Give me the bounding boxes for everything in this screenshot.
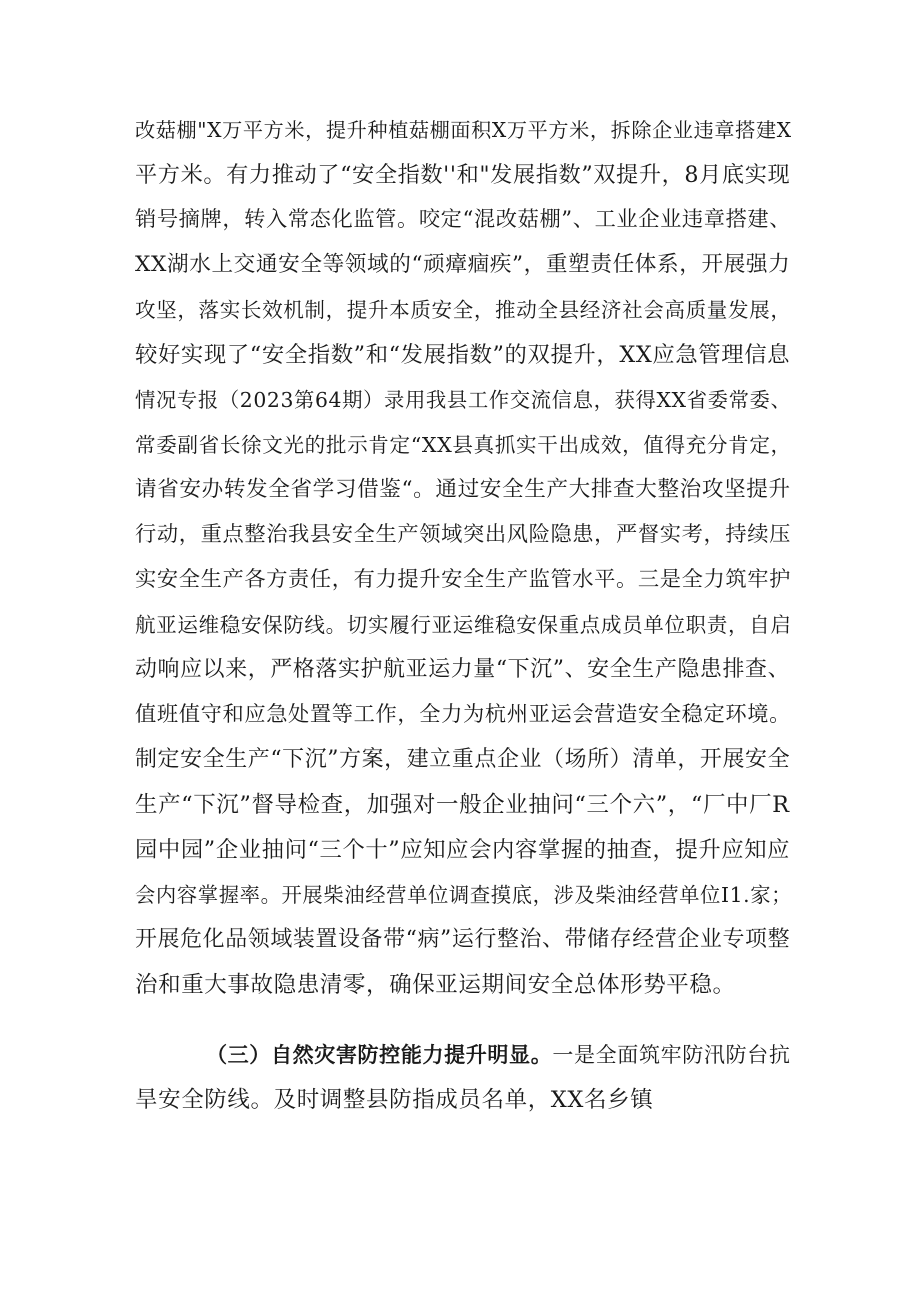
text-line: XX湖水上交通安全等领域的“顽瘴痼疾”，重塑责任体系，开展强力 bbox=[135, 252, 791, 277]
text-line: 园中园”企业抽问“三个十”应知应会内容掌握的抽查，提升应知应 bbox=[135, 837, 791, 863]
section-heading: （三）自然灾害防控能力提升明显。 bbox=[206, 1042, 553, 1067]
text-line: 攻坚，落实长效机制，提升本质安全，推动全县经济社会高质量发展， bbox=[135, 298, 792, 322]
text-line: 制定安全生产“下沉”方案，建立重点企业（场所）清单，开展安全 bbox=[135, 747, 791, 772]
text-line: 销号摘牌，转入常态化监管。咬定“混改菇棚”、工业企业违章搭建、 bbox=[135, 207, 792, 232]
text-line: 较好实现了“安全指数”和“发展指数”的双提升，XX应急管理信息 bbox=[135, 342, 791, 368]
text-line: 行动，重点整治我县安全生产领域突出风险隐患，严督实考，持续压 bbox=[135, 522, 791, 547]
text-line: 情况专报（2023第64期）录用我县工作交流信息，获得XX省委常委、 bbox=[135, 388, 792, 412]
text-line: 改菇棚"X万平方米，提升种植菇棚面积X万平方米，拆除企业违章搭建X bbox=[135, 118, 792, 142]
section-text: 一是全面筑牢防汛防台抗 bbox=[552, 1042, 791, 1067]
text-line: 会内容掌握率。开展柴油经营单位调查摸底，涉及柴油经营单位I1.家； bbox=[135, 883, 793, 907]
text-line: 航亚运维稳安保防线。切实履行亚运维稳安保重点成员单位职责，自启 bbox=[135, 613, 792, 637]
text-line: 治和重大事故隐患清零，确保亚运期间安全总体形势平稳。 bbox=[135, 972, 736, 998]
section-heading-line bbox=[206, 1037, 790, 1073]
text-line: 实安全生产各方责任，有力提升安全生产监管水平。三是全力筑牢护 bbox=[135, 567, 791, 592]
text-line: 请省安办转发全省学习借鉴“。通过安全生产大排查大整治攻坚提升 bbox=[135, 477, 791, 502]
text-line: 动响应以来，严格落实护航亚运力量“下沉”、安全生产隐患排查、 bbox=[135, 657, 791, 682]
text-line: 生产“下沉”督导检查，加强对一般企业抽问“三个六”，“厂中厂R bbox=[135, 792, 790, 818]
text-line: 开展危化品领域装置设备带“病”运行整治、带储存经营企业专项整 bbox=[135, 927, 791, 952]
text-line: 旱安全防线。及时调整县防指成员名单，XX名乡镇 bbox=[135, 1087, 654, 1113]
text-line: 平方米。有力推动了“安全指数''和"发展指数”双提升，8月底实现 bbox=[135, 162, 791, 188]
text-line: 常委副省长徐文光的批示肯定“XX县真抓实干出成效，值得充分肯定， bbox=[135, 433, 792, 457]
text-line: 值班值守和应急处置等工作，全力为杭州亚运会营造安全稳定环境。 bbox=[135, 702, 791, 727]
